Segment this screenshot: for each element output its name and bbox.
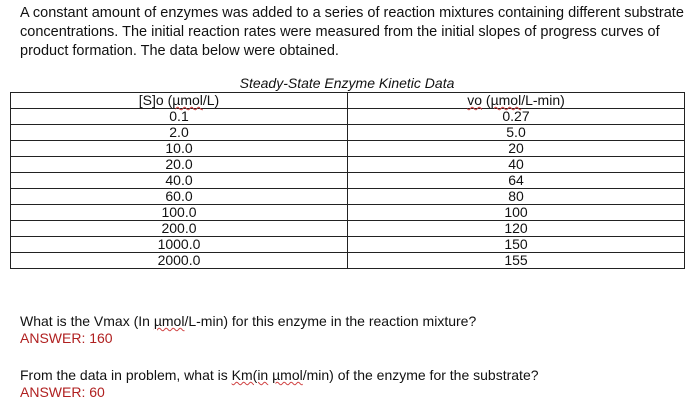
substrate-cell: 40.0 <box>11 173 348 189</box>
table-row <box>11 109 685 125</box>
table-row <box>11 173 685 189</box>
table-row <box>11 205 685 221</box>
velocity-column-header: vo (µmol/L-min) <box>348 93 685 109</box>
substrate-cell: 2000.0 <box>11 253 348 269</box>
substrate-column-header: [S]o (µmol/L) <box>11 93 348 109</box>
velocity-cell: 20 <box>348 141 685 157</box>
table-header-row <box>11 93 685 109</box>
answer-km: ANSWER: 60 <box>20 384 105 400</box>
velocity-cell: 5.0 <box>348 125 685 141</box>
substrate-cell: 1000.0 <box>11 237 348 253</box>
velocity-cell: 150 <box>348 237 685 253</box>
question-km-text: From the data in problem, what is Km(in µmol/min) of the enzyme for the substrate? <box>20 367 539 383</box>
table-row <box>11 125 685 141</box>
substrate-cell: 20.0 <box>11 157 348 173</box>
substrate-cell: 60.0 <box>11 189 348 205</box>
answer-vmax: ANSWER: 160 <box>20 330 113 346</box>
velocity-cell: 120 <box>348 221 685 237</box>
table-caption: Steady-State Enzyme Kinetic Data <box>239 75 455 91</box>
substrate-cell: 2.0 <box>11 125 348 141</box>
question-vmax-text: What is the Vmax (In µmol/L-min) for this enzyme in the reaction mixture? <box>20 313 477 329</box>
table-row <box>11 221 685 237</box>
substrate-cell: 200.0 <box>11 221 348 237</box>
question-vmax <box>20 313 476 347</box>
velocity-cell: 64 <box>348 173 685 189</box>
table-row <box>11 253 685 269</box>
velocity-cell: 155 <box>348 253 685 269</box>
velocity-cell: 40 <box>348 157 685 173</box>
question-km <box>20 367 539 401</box>
table-row <box>11 237 685 253</box>
velocity-cell: 0.27 <box>348 109 685 125</box>
substrate-cell: 0.1 <box>11 109 348 125</box>
velocity-cell: 100 <box>348 205 685 221</box>
substrate-cell: 100.0 <box>11 205 348 221</box>
velocity-cell: 80 <box>348 189 685 205</box>
table-row <box>11 141 685 157</box>
table-row <box>11 157 685 173</box>
substrate-cell: 10.0 <box>11 141 348 157</box>
kinetic-data-table <box>10 92 685 269</box>
intro-paragraph: A constant amount of enzymes was added to a series of reaction mixtures containing different substrate concentrations. The initial reaction rates were measured from the initial slopes of progress curves of product formation. The data below were obtained. <box>20 5 684 59</box>
table-row <box>11 189 685 205</box>
